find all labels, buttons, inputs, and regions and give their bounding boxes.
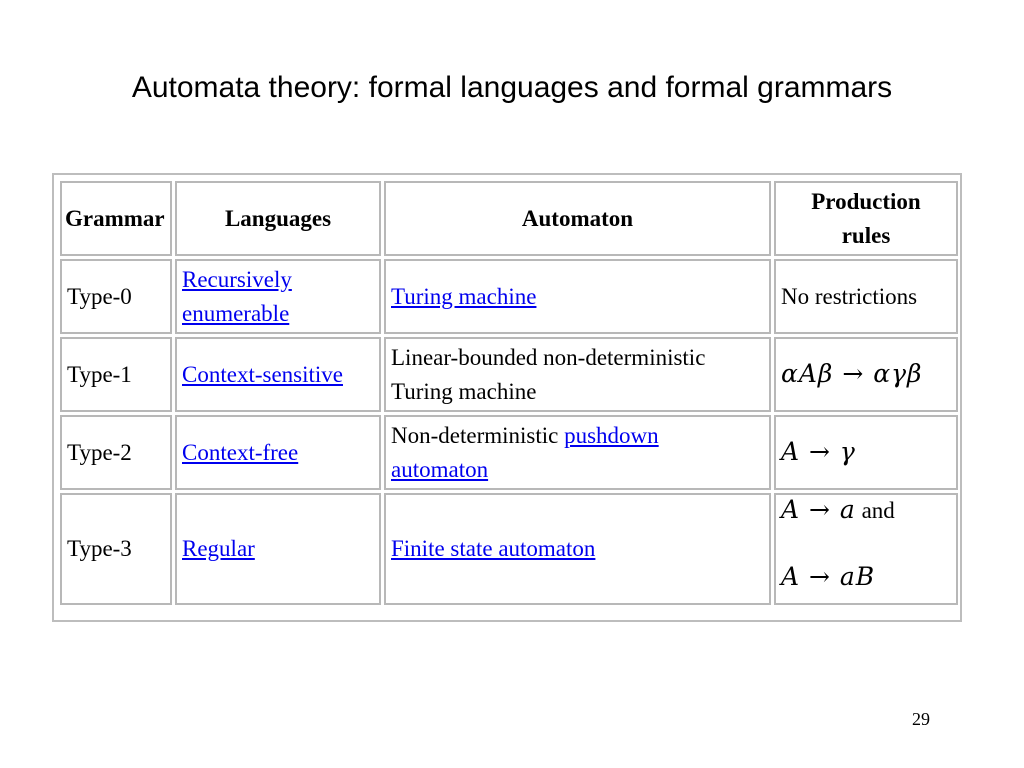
grammar-cell: Type-3: [60, 493, 172, 605]
table-row: [60, 415, 958, 490]
turing-machine-link[interactable]: Turing machine: [391, 283, 537, 309]
pushdown-automaton-link[interactable]: pushdown automaton: [391, 422, 659, 482]
recursively-enumerable-link[interactable]: Recursively enumerable: [182, 266, 292, 326]
grammar-cell: Type-1: [60, 337, 172, 412]
languages-cell: [175, 259, 381, 334]
grammar-cell: Type-2: [60, 415, 172, 490]
and-label: and: [861, 498, 895, 523]
header-production-rules: [774, 181, 958, 256]
rules-cell: [774, 415, 958, 490]
grammar-cell: Type-0: [60, 259, 172, 334]
rules-cell: [774, 493, 958, 605]
table-row: [60, 337, 958, 412]
grammar-table-frame: [52, 173, 962, 622]
table-header-row: [60, 181, 958, 256]
production-rule-formula: A → γ: [781, 437, 856, 466]
automaton-line1: Linear-bounded non-deterministic: [391, 344, 706, 370]
header-languages: Languages: [175, 181, 381, 256]
chomsky-hierarchy-table: [57, 178, 961, 608]
production-rule-formula: A → a: [781, 495, 856, 524]
context-free-link[interactable]: Context-free: [182, 439, 299, 465]
automaton-cell: [384, 259, 771, 334]
slide-title: Automata theory: formal languages and formal grammars: [131, 71, 893, 104]
languages-cell: [175, 493, 381, 605]
languages-cell: [175, 415, 381, 490]
automaton-line2: Turing machine: [391, 378, 537, 404]
header-automaton: Automaton: [384, 181, 771, 256]
table-row: [60, 493, 958, 605]
rules-cell: [774, 337, 958, 412]
header-production-rules-line1: Production: [811, 188, 921, 214]
rules-cell: No restrictions: [774, 259, 958, 334]
production-rule-formula: αAβ → αγβ: [781, 359, 923, 388]
header-production-rules-line2: rules: [841, 222, 891, 248]
table-row: [60, 259, 958, 334]
header-grammar: Grammar: [60, 181, 172, 256]
automaton-cell: [384, 415, 771, 490]
regular-link[interactable]: Regular: [182, 536, 255, 561]
automaton-prefix: Non-deterministic: [391, 422, 565, 448]
automaton-cell: [384, 493, 771, 605]
page-number: 29: [912, 709, 930, 729]
languages-cell: [175, 337, 381, 412]
production-rule-formula: A → aB: [781, 562, 876, 591]
finite-state-automaton-link[interactable]: Finite state automaton: [391, 536, 596, 561]
context-sensitive-link[interactable]: Context-sensitive: [182, 361, 343, 387]
automaton-cell: [384, 337, 771, 412]
